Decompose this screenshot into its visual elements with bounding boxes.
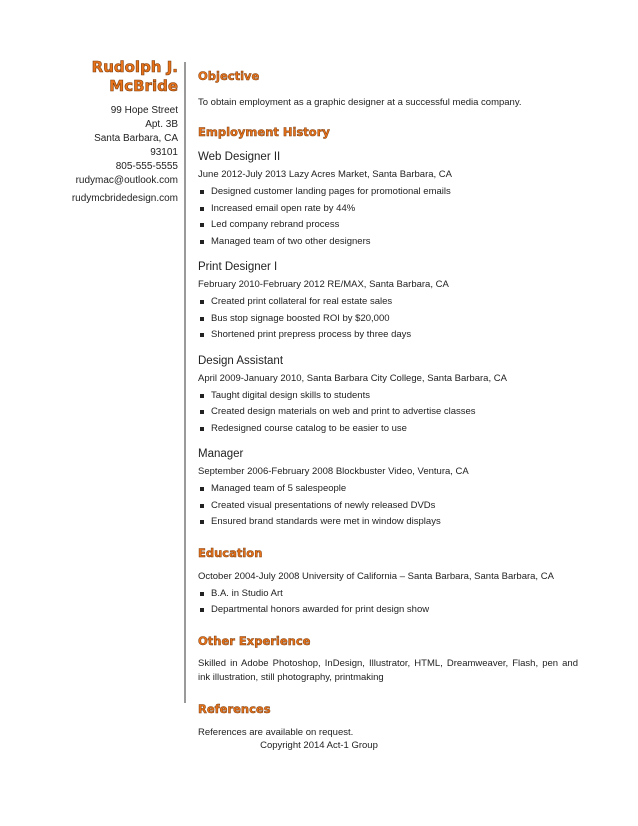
education-meta: October 2004-July 2008 University of California – Santa Barbara, Santa Barbara, CA [198,570,554,582]
address-line-2: Apt. 3B [145,119,178,130]
bullet-item: Shortened print prepress process by three days [198,327,578,344]
job-title: Design Assistant [198,354,284,367]
job-entry [198,259,578,344]
employment-heading: Employment History [198,125,330,139]
bullet-item: Bus stop signage boosted ROI by $20,000 [198,311,578,328]
references-text: References are available on request. [198,726,354,738]
objective-text: To obtain employment as a graphic designer at a successful media company. [198,97,522,108]
bullet-item: Created design materials on web and print to advertise classes [198,404,578,421]
job-meta: February 2010-February 2012 RE/MAX, Santa Barbara, CA [198,279,449,290]
job-bullets [198,388,578,438]
zip-code: 93101 [150,147,178,158]
job-meta: June 2012-July 2013 Lazy Acres Market, Santa Barbara, CA [198,169,452,180]
job-title: Manager [198,448,244,460]
job-title: Print Designer I [198,261,278,273]
job-bullets [198,184,578,250]
copyright-footer: Copyright 2014 Act-1 Group [260,740,378,751]
address-line-1: 99 Hope Street [110,105,178,116]
job-entry [198,446,578,531]
job-meta: April 2009-January 2010, Santa Barbara City College, Santa Barbara, CA [198,372,507,384]
bullet-item: Created print collateral for real estate sales [198,294,578,311]
references-section [198,701,578,740]
employment-section [198,124,578,531]
objective-heading: Objective [198,69,260,83]
bullet-item: B.A. in Studio Art [198,586,578,603]
bullet-item: Departmental honors awarded for print design show [198,602,578,619]
bullet-item: Designed customer landing pages for promotional emails [198,184,578,201]
phone-number: 805-555-5555 [115,161,178,172]
name-line-1: Rudolph J. [91,58,178,76]
job-entry [198,353,578,438]
job-bullets [198,294,578,344]
name-line-2: McBride [109,77,178,95]
education-bullets [198,586,578,619]
applicant-name [60,58,178,96]
objective-section [198,68,578,110]
bullet-item: Redesigned course catalog to be easier to use [198,421,578,438]
skills-text: Skilled in Adobe Photoshop, InDesign, Illustrator, HTML, Dreamweaver, Flash, pen and ink illustration, still photography, printmaking [198,657,578,683]
bullet-item: Taught digital design skills to students [198,388,578,405]
website: rudymcbridedesign.com [71,193,178,204]
bullet-item: Created visual presentations of newly released DVDs [198,498,578,515]
job-title: Web Designer II [198,151,281,163]
bullet-item: Managed team of 5 salespeople [198,481,578,498]
job-entry [198,149,578,250]
city-state: Santa Barbara, CA [94,133,178,144]
contact-sidebar [60,58,178,206]
education-section [198,545,578,619]
vertical-divider [184,62,186,703]
other-experience-section [198,633,578,685]
bullet-item: Led company rebrand process [198,217,578,234]
resume-body [198,68,578,740]
other-experience-heading: Other Experience [198,633,311,648]
bullet-item: Increased email open rate by 44% [198,201,578,218]
job-meta: September 2006-February 2008 Blockbuster Video, Ventura, CA [198,466,469,477]
references-heading: References [198,701,271,716]
bullet-item: Ensured brand standards were met in window displays [198,514,578,531]
bullet-item: Managed team of two other designers [198,234,578,251]
email-address: rudymac@outlook.com [75,175,178,186]
job-bullets [198,481,578,531]
education-heading: Education [198,545,263,560]
